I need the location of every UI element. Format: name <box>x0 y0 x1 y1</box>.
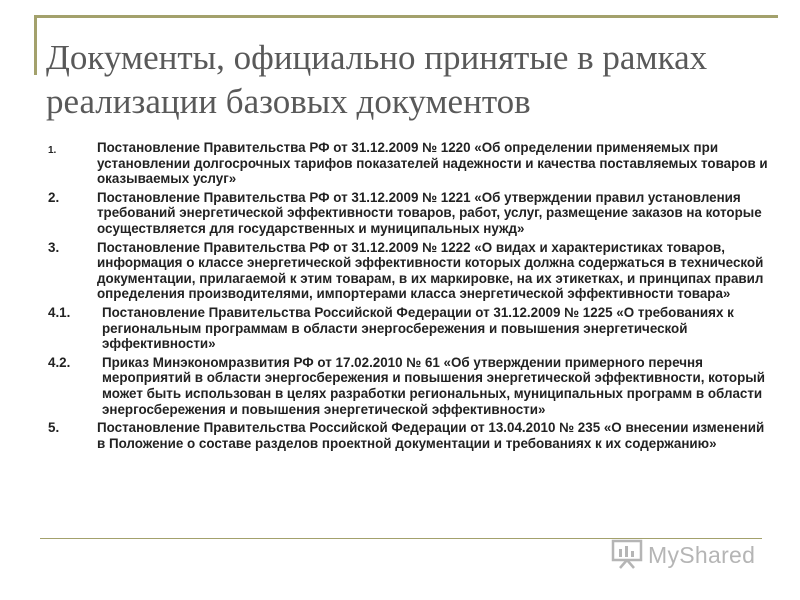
item-number: 2. <box>48 189 60 205</box>
item-number: 4.1. <box>48 304 71 320</box>
item-text: Постановление Правительства РФ от 31.12.2009 № 1220 «Об определении применяемых при установлении долгосрочных тарифов показателей надежности и качества поставляемых товаров и оказываемых услуг» <box>97 140 768 187</box>
list-item <box>46 140 776 187</box>
frame-left-rule <box>34 15 37 75</box>
item-text: Постановление Правительства РФ от 31.12.2009 № 1221 «Об утверждении правил установления требований энергетической эффективности товаров, работ, услуг, размещение заказов на которые осуществляется для государственных и муниципальных нужд» <box>97 189 762 236</box>
item-number: 3. <box>48 239 60 255</box>
frame-top-rule <box>34 15 778 18</box>
watermark-text: MyShared <box>648 542 756 568</box>
slide-title: Документы, официально принятые в рамках реализации базовых документов <box>46 38 708 121</box>
item-number: 1. <box>48 145 57 156</box>
item-text: Постановление Правительства Российской Федерации от 31.12.2009 № 1225 «О требованиях к региональным программам в области энергосбережения и повышения энергетической эффективности» <box>102 304 734 352</box>
list-item <box>46 305 776 352</box>
document-list <box>46 140 776 454</box>
list-item <box>46 420 776 451</box>
item-text: Приказ Минэкономразвития РФ от 17.02.2010 № 61 «Об утверждении примерного перечня мероприятий в области энергосбережения и повышения энергетической эффективности, который может быть использован в целях разработки региональных, муниципальных программ в области энергосбережения и повышения энергетической эффективности» <box>102 354 765 417</box>
list-item <box>46 190 776 237</box>
item-number: 5. <box>48 420 60 436</box>
list-item <box>46 355 776 417</box>
item-number: 4.2. <box>48 354 71 370</box>
item-text: Постановление Правительства Российской Федерации от 13.04.2010 № 235 «О внесении изменений в Положение о составе разделов проектной документации и требованиях к их содержанию» <box>97 420 765 451</box>
list-item <box>46 240 776 302</box>
watermark-logo <box>610 537 770 573</box>
item-text: Постановление Правительства РФ от 31.12.2009 № 1222 «О видах и характеристиках товаров, информация о классе энергетической эффективности которых должна содержаться в технической документации, прилагаемой к этим товарам, в их маркировке, на их этикетках, и принципах правил определения производителями, импортерами класса энергетической эффективности товара» <box>97 239 764 302</box>
presentation-board-icon <box>610 539 644 569</box>
